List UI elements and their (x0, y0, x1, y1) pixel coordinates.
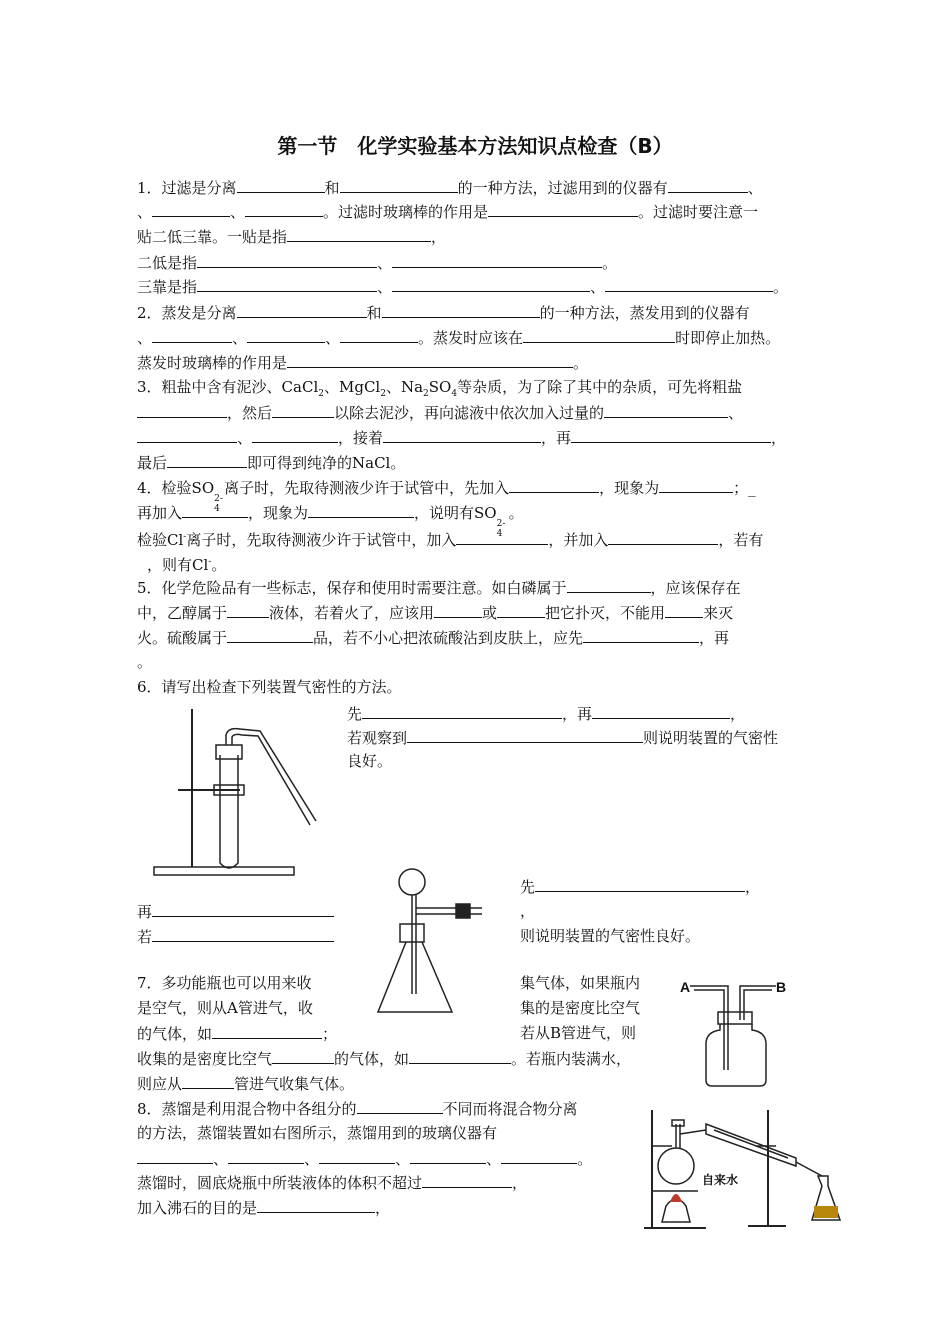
flask-funnel-apparatus-figure (372, 862, 507, 1027)
gas-bottle-figure (676, 972, 796, 1090)
q1-line4: 二低是指 、 。 (137, 254, 618, 272)
q5-line4: 。 (137, 653, 153, 671)
q4-line4: ，则有Cl-。 (147, 556, 227, 574)
q6-line7: 若 (137, 926, 334, 947)
q7-line1: 7．多功能瓶也可以用来收 (137, 974, 312, 992)
q8-line3: 、 、 、 、 。 (137, 1148, 592, 1169)
q2-line1: 2．蒸发是分离 和 的一种方法，蒸发用到的仪器有 (137, 304, 750, 322)
q7-line2: 是空气，则从A管进气，收 (137, 999, 313, 1017)
q1-line1: 1．过滤是分离 和 的一种方法，过滤用到的仪器有 、 (137, 179, 763, 197)
q6-line6b: ， (520, 902, 536, 920)
label-b: B (776, 979, 787, 995)
q7-line3b: 若从B管进气，则 (520, 1024, 637, 1042)
q6-line1: 6．请写出检查下列装置气密性的方法。 (137, 678, 402, 696)
q4-line3: 检验Cl-离子时，先取待测液少许于试管中，加入 ，并加入 ，若有 (137, 531, 764, 549)
q1-line3: 贴二低三靠。一贴是指 ， (137, 228, 447, 246)
q5-line3: 火。硫酸属于 品，若不小心把浓硫酸沾到皮肤上，应先 ，再 (137, 629, 730, 647)
q2-line2: 、 、 、 。蒸发时应该在 时即停止加热。 (137, 329, 781, 347)
q3-line2: ，然后 以除去泥沙，再向滤液中依次加入过量的 、 (137, 402, 743, 423)
q8-line5: 加入沸石的目的是 ， (137, 1199, 391, 1217)
q6-line3: 若观察到 则说明装置的气密性 (347, 729, 779, 747)
q7-line4: 收集的是密度比空气 的气体，如 。若瓶内装满水， (137, 1050, 632, 1068)
q6-line5: 先 ， (520, 878, 761, 896)
label-a: A (680, 979, 691, 995)
q6-line4: 良好。 (347, 752, 393, 770)
q7-line5: 则应从 管进气收集气体。 (137, 1075, 355, 1093)
page-title: 第一节 化学实验基本方法知识点检查（B） (277, 134, 673, 158)
q2-line3: 蒸发时玻璃棒的作用是 。 (137, 354, 589, 372)
q8-line4: 蒸馏时，圆底烧瓶中所装液体的体积不超过 ， (137, 1174, 528, 1192)
q3-line1: 3．粗盐中含有泥沙、CaCl$_2$、MgCl$_2$、$Na_2SO_4$等杂质，为了除了其中的杂质，可先将粗盐 (137, 378, 743, 399)
q6-line6: 再 (137, 901, 334, 922)
q8-line1: 8．蒸馏是利用混合物中各组分的 不同而将混合物分离 (137, 1100, 578, 1118)
q5-line1: 5．化学危险品有一些标志，保存和使用时需要注意。如白磷属于 ，应该保存在 (137, 579, 741, 597)
q7-line2b: 集的是密度比空气 (520, 999, 641, 1017)
test-tube-apparatus-figure (140, 705, 330, 885)
q6-line7b: 则说明装置的气密性良好。 (520, 927, 701, 945)
q4-line1: 4．检验SO 2- 4 离子时，先取待测液少许于试管中，先加入 ，现象为 ；_ (137, 479, 756, 514)
label-tap-water: 自来水 (702, 1173, 739, 1187)
q4-line2: 再加入 ，现象为 ，说明有SO 2- 4 。 (137, 504, 524, 539)
q3-line4: 最后 即可得到纯净的NaCl。 (137, 454, 406, 472)
q3-line3: 、 ，接着 ，再 ， (137, 427, 786, 448)
q6-line2: 先 ，再 ， (347, 705, 746, 723)
q1-line5: 三靠是指 、 、 。 (137, 278, 789, 296)
q1-line2: 、 、 。过滤时玻璃棒的作用是 。过滤时要注意一 (137, 203, 759, 221)
distillation-apparatus-figure (636, 1106, 850, 1232)
q7-line3: 的气体，如 ； (137, 1025, 338, 1043)
q8-line2: 的方法，蒸馏装置如右图所示，蒸馏用到的玻璃仪器有 (137, 1124, 498, 1142)
q5-line2: 中，乙醇属于 液体，若着火了，应该用 或 把它扑灭，不能用 来灭 (137, 604, 734, 622)
q7-line1b: 集气体，如果瓶内 (520, 974, 641, 992)
